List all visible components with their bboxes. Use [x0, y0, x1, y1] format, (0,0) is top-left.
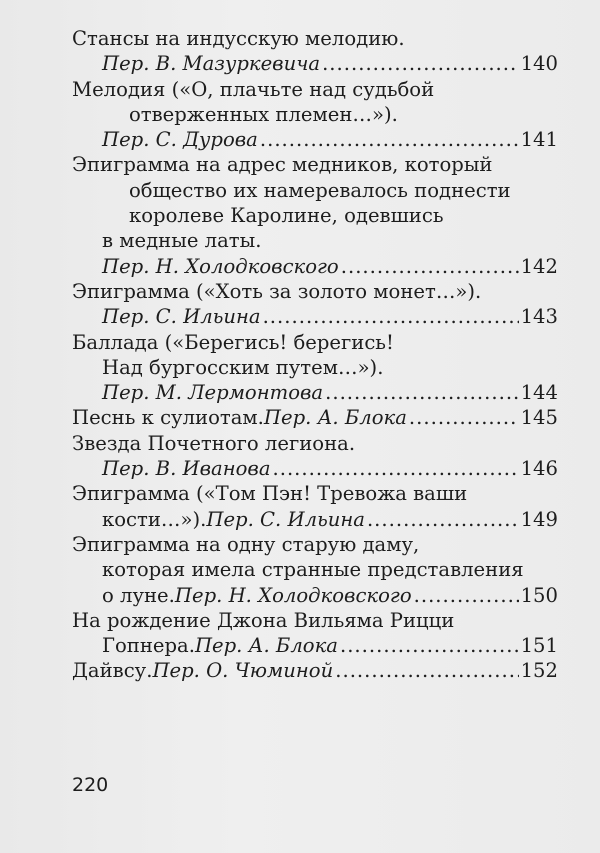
entry-title-text: общество их намеревалось поднести [129, 178, 511, 202]
toc-line [72, 431, 558, 456]
toc-line [72, 102, 558, 127]
toc-line [72, 51, 558, 76]
toc-line [72, 532, 558, 557]
dot-leader [340, 633, 519, 658]
entry-page-number: 152 [520, 659, 558, 683]
entry-title-text: о луне. [102, 583, 175, 607]
toc-line [72, 330, 558, 355]
entry-page-number: 145 [520, 406, 558, 430]
toc-line [72, 152, 558, 177]
toc-line [72, 658, 558, 683]
translator-credit: Пер. В. Мазуркевича [102, 52, 321, 76]
toc-line [72, 254, 558, 279]
entry-page-number: 146 [520, 457, 558, 481]
dot-leader [263, 304, 519, 329]
toc-line [72, 279, 558, 304]
translator-credit: Пер. Н. Холодковского [174, 583, 412, 607]
entry-title-text: Мелодия («О, плачьте над судьбой [72, 77, 435, 101]
entry-title-text: Эпиграмма на одну старую даму, [72, 532, 420, 556]
translator-credit: Пер. Н. Холодковского [102, 254, 339, 278]
entry-page-number: 144 [520, 381, 558, 405]
toc-entry [72, 658, 558, 683]
toc-entry [72, 481, 558, 532]
dot-leader [414, 583, 519, 608]
dot-leader [409, 405, 519, 430]
translator-credit: Пер. А. Блока [263, 406, 407, 430]
entry-title-text: королеве Каролине, одевшись [129, 204, 444, 228]
entry-page-number: 150 [520, 583, 558, 607]
translator-credit: Пер. В. Иванова [102, 457, 271, 481]
toc-line [72, 127, 558, 152]
toc-line [72, 481, 558, 506]
entry-title-text: Баллада («Берегись! берегись! [72, 330, 394, 354]
entry-title-text: которая имела странные представления [102, 558, 524, 582]
toc-line [72, 405, 558, 430]
toc-line [72, 380, 558, 405]
entry-title-text: Дайвсу. [72, 659, 153, 683]
toc-entry [72, 405, 558, 430]
toc-entry [72, 330, 558, 406]
toc-entry [72, 608, 558, 659]
entry-title-text: Песнь к сулиотам. [72, 406, 264, 430]
toc-line [72, 203, 558, 228]
translator-credit: Пер. А. Блока [194, 634, 338, 658]
entry-page-number: 142 [520, 254, 558, 278]
toc-entry [72, 431, 558, 482]
entry-title-text: На рождение Джона Вильяма Рицци [72, 608, 455, 632]
dot-leader [335, 658, 518, 683]
entry-page-number: 149 [520, 507, 558, 531]
dot-leader [273, 456, 519, 481]
dot-leader [325, 380, 518, 405]
entry-page-number: 140 [520, 52, 558, 76]
entry-title-text: Над бургосским путем…»). [102, 355, 384, 379]
toc-entry [72, 26, 558, 77]
toc-line [72, 633, 558, 658]
toc-line [72, 557, 558, 582]
entry-title-text: Эпиграмма на адрес медников, который [72, 153, 493, 177]
entry-title-text: в медные латы. [102, 229, 262, 253]
translator-credit: Пер. С. Ильина [102, 305, 261, 329]
translator-credit: Пер. О. Чюминой [152, 659, 334, 683]
entry-title-text: Эпиграмма («Том Пэн! Тревожа ваши [72, 482, 468, 506]
entry-title-text: Стансы на индусскую мелодию. [72, 27, 405, 50]
toc-line [72, 178, 558, 203]
toc-line [72, 355, 558, 380]
translator-credit: Пер. С. Ильина [206, 507, 365, 531]
entry-title-text: отверженных племен…»). [129, 102, 398, 126]
entry-title-text: Эпиграмма («Хоть за золото монет…»). [72, 279, 482, 303]
toc-line [72, 77, 558, 102]
toc-line [72, 608, 558, 633]
toc-line [72, 26, 558, 51]
entry-title-text: Звезда Почетного легиона. [72, 431, 356, 455]
translator-credit: Пер. С. Дурова [102, 128, 258, 152]
toc-entry [72, 279, 558, 330]
entry-page-number: 151 [520, 634, 558, 658]
toc-entry [72, 152, 558, 278]
toc-line [72, 507, 558, 532]
toc-line [72, 228, 558, 253]
toc-line [72, 456, 558, 481]
table-of-contents [72, 26, 558, 684]
translator-credit: Пер. М. Лермонтова [102, 381, 324, 405]
entry-title-text: кости…»). [102, 507, 207, 531]
entry-page-number: 143 [520, 305, 558, 329]
dot-leader [322, 51, 519, 76]
toc-entry [72, 532, 558, 608]
entry-page-number: 141 [520, 128, 558, 152]
entry-title-text: Гопнера. [102, 634, 195, 658]
dot-leader [367, 507, 519, 532]
dot-leader [260, 127, 519, 152]
dot-leader [341, 254, 519, 279]
toc-entry [72, 77, 558, 153]
toc-line [72, 304, 558, 329]
toc-line [72, 583, 558, 608]
page-number: 220 [72, 774, 109, 796]
